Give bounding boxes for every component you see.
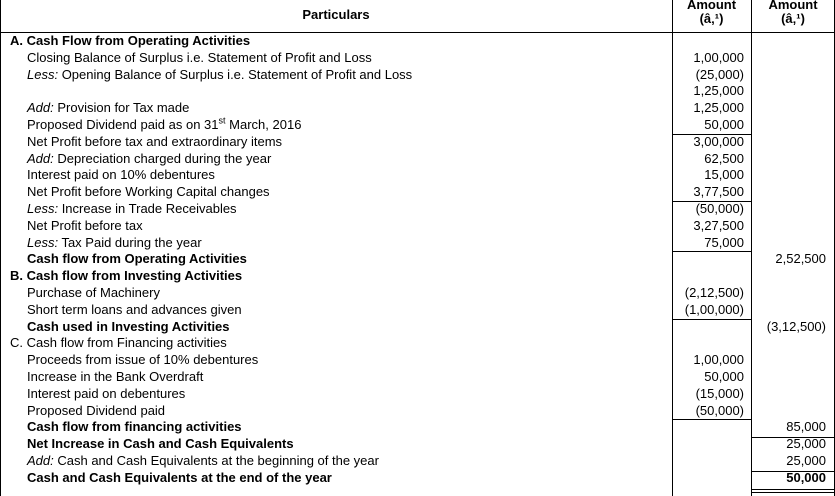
table-row (0, 368, 835, 385)
row-label: Increase in Trade Receivables (58, 201, 237, 216)
amount-header-2-currency: (â‚¹) (781, 11, 805, 26)
row-amount-2: 25,000 (786, 436, 826, 452)
row-amount-1: 3,27,500 (693, 217, 744, 233)
row-particulars (10, 334, 227, 351)
row-label: Short term loans and advances given (27, 301, 242, 317)
row-particulars (27, 234, 202, 251)
row-label: Net Profit before tax (27, 217, 143, 233)
row-label: C. Cash flow from Financing activities (10, 335, 227, 351)
row-label: Cash and Cash Equivalents at the end of the year (27, 469, 332, 485)
row-particulars (27, 150, 271, 167)
row-particulars (27, 116, 301, 133)
row-particulars (27, 301, 242, 318)
table-row (0, 133, 835, 150)
table-row (0, 66, 835, 83)
row-particulars (27, 469, 332, 486)
row-label: Net Increase in Cash and Cash Equivalents (27, 436, 294, 452)
amount-header-1-currency: (â‚¹) (699, 11, 724, 26)
row-amount-1: 1,25,000 (693, 100, 744, 116)
row-amount-1: 3,00,000 (693, 133, 744, 149)
row-label: Net Profit before Working Capital changes (27, 184, 270, 200)
amount-header-1 (672, 0, 751, 26)
row-amount-1: (15,000) (695, 385, 744, 401)
row-particulars (27, 402, 165, 419)
row-particulars (27, 250, 247, 267)
grand-total-rule (752, 489, 835, 490)
table-row (0, 217, 835, 234)
row-label: Closing Balance of Surplus i.e. Statement of Profit and Loss (27, 49, 372, 65)
row-amount-1: 15,000 (704, 167, 744, 183)
row-amount-1: 50,000 (704, 369, 744, 384)
row-amount-1: 1,25,000 (693, 83, 744, 99)
row-amount-1: 50,000 (704, 117, 744, 132)
row-particulars (27, 133, 282, 150)
row-amount-1: 3,77,500 (693, 184, 744, 200)
row-prefix: Less: (27, 234, 59, 250)
row-amount-1: 62,500 (704, 150, 744, 166)
table-row (0, 284, 835, 301)
row-label: A. Cash Flow from Operating Activities (10, 33, 251, 48)
row-particulars (27, 351, 258, 368)
row-label: Cash flow from financing activities (27, 419, 242, 435)
row-label: Depreciation charged during the year (53, 150, 272, 166)
table-row (0, 32, 835, 49)
row-label: Interest paid on 10% debentures (27, 167, 215, 183)
table-row (0, 200, 835, 217)
row-label: Cash used in Investing Activities (27, 318, 230, 334)
table-row (0, 469, 835, 486)
row-particulars (27, 49, 372, 66)
particulars-header: Particulars (302, 7, 370, 22)
row-prefix: Add: (27, 453, 54, 468)
row-particulars (27, 368, 203, 385)
row-particulars (27, 385, 185, 402)
row-particulars (27, 183, 270, 200)
row-prefix: Add: (27, 100, 54, 116)
row-particulars (27, 217, 143, 234)
row-amount-1: (2,12,500) (684, 285, 744, 300)
table-row (0, 318, 835, 335)
table-row (0, 452, 835, 469)
grand-total-double-rule (752, 492, 835, 493)
row-label: Cash flow from Operating Activities (27, 251, 247, 267)
row-label: B. Cash flow from Investing Activities (10, 268, 243, 284)
table-row (0, 385, 835, 402)
row-label: Proceeds from issue of 10% debentures (27, 352, 259, 368)
row-amount-1: (50,000) (695, 201, 744, 216)
row-particulars (27, 418, 242, 435)
row-particulars (27, 66, 412, 83)
row-amount-2: 85,000 (786, 419, 826, 435)
row-particulars (10, 32, 250, 49)
table-row (0, 301, 835, 318)
row-particulars (27, 318, 230, 335)
amount-header-2-label: Amount (768, 0, 818, 12)
row-particulars (10, 267, 242, 284)
row-prefix: Less: (27, 66, 59, 82)
amount-header-1-label: Amount (686, 0, 737, 12)
row-label: Opening Balance of Surplus i.e. Statement of Profit and Loss (58, 66, 413, 82)
row-amount-1: 1,00,000 (693, 352, 744, 368)
table-row (0, 116, 835, 133)
row-label: Interest paid on debentures (27, 385, 186, 401)
row-amount-2: 25,000 (786, 453, 826, 468)
table-row (0, 351, 835, 368)
row-label: Net Profit before tax and extraordinary items (27, 133, 283, 149)
row-particulars (27, 166, 215, 183)
row-label: Purchase of Machinery (27, 285, 160, 300)
row-particulars (27, 435, 294, 452)
table-row (0, 435, 835, 452)
table-row (0, 49, 835, 66)
table-row (0, 166, 835, 183)
table-row (0, 150, 835, 167)
table-row (0, 234, 835, 251)
table-row (0, 267, 835, 284)
table-row (0, 250, 835, 267)
table-row (0, 334, 835, 351)
row-label: Proposed Dividend paid (27, 402, 166, 418)
row-amount-2: (3,12,500) (766, 318, 826, 334)
row-particulars (27, 99, 189, 116)
row-label-suffix: March, 2016 (225, 117, 302, 132)
table-row (0, 99, 835, 116)
row-particulars (27, 452, 379, 469)
row-amount-1: 1,00,000 (693, 49, 744, 65)
row-amount-1: (25,000) (695, 66, 744, 82)
table-row (0, 402, 835, 419)
row-amount-2: 50,000 (786, 469, 826, 485)
row-prefix: Add: (27, 150, 54, 166)
row-prefix: Less: (27, 201, 59, 216)
row-amount-1: (1,00,000) (684, 301, 744, 317)
row-label: Increase in the Bank Overdraft (27, 369, 204, 384)
row-amount-1: 75,000 (704, 234, 744, 250)
row-particulars (27, 284, 160, 301)
row-superscript: st (218, 115, 226, 126)
row-amount-1: (50,000) (695, 402, 744, 418)
table-row (0, 418, 835, 435)
row-amount-2: 2,52,500 (775, 251, 826, 267)
amount-header-2 (751, 0, 835, 26)
row-label: Tax Paid during the year (58, 234, 202, 250)
row-label: Proposed Dividend paid as on 31 (27, 117, 219, 132)
table-row (0, 183, 835, 200)
row-label: Provision for Tax made (53, 100, 190, 116)
row-label: Cash and Cash Equivalents at the beginning of the year (53, 453, 379, 468)
table-row (0, 82, 835, 99)
row-particulars (27, 200, 237, 217)
